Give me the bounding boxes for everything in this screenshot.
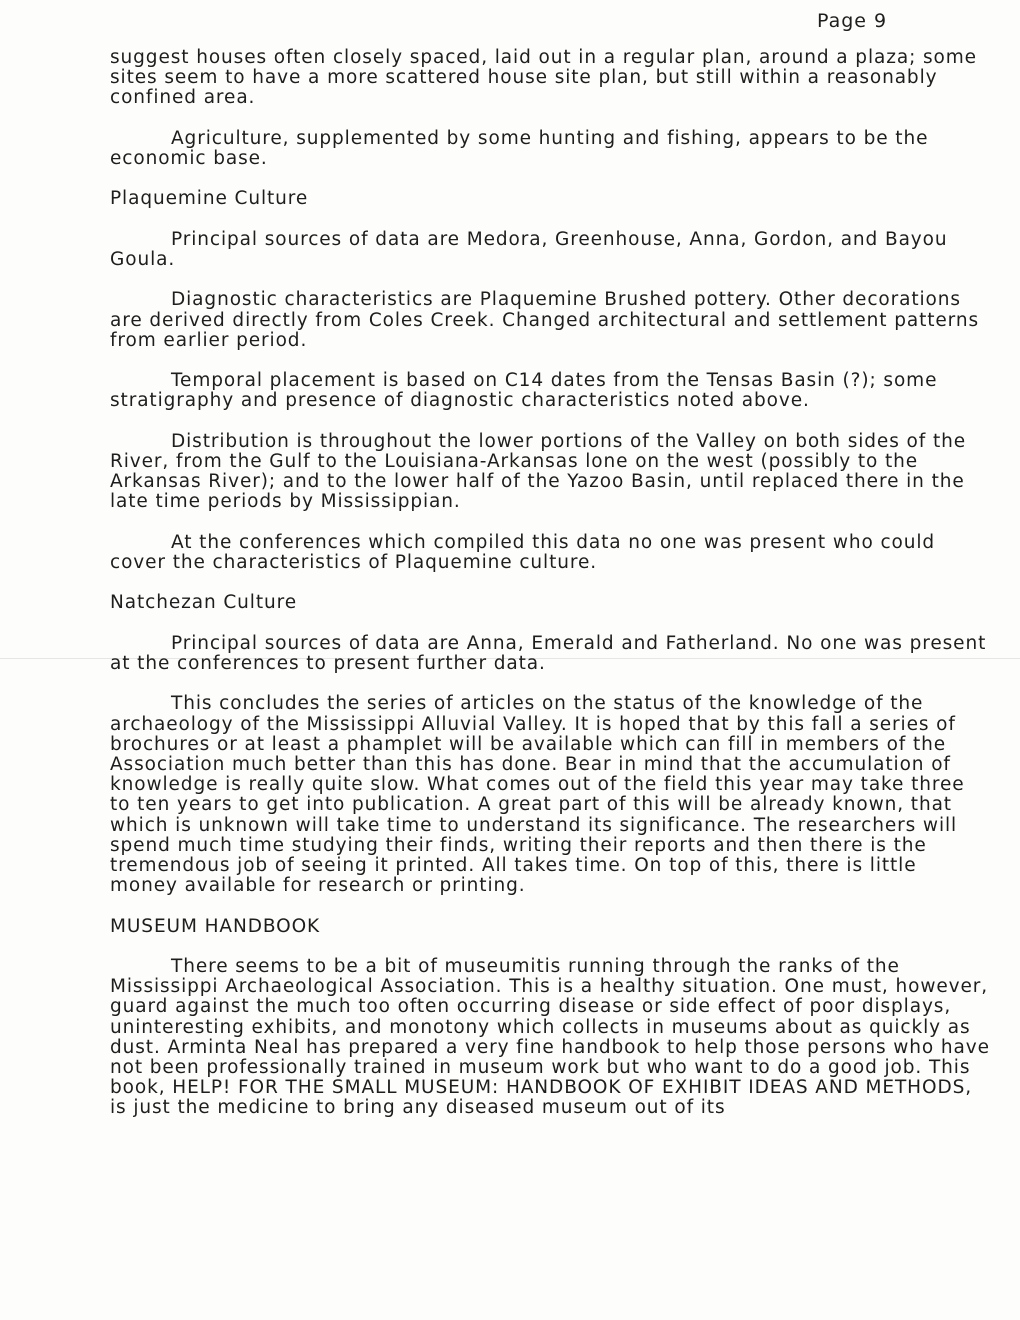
paragraph-house-plans: suggest houses often closely spaced, laid out in a regular plan, around a plaza; some sites seem to have a more scattered house site plan, but still within a reasonably confined area. [110,47,977,109]
paragraph-plaquemine-sources: Principal sources of data are Medora, Greenhouse, Anna, Gordon, and Bayou Goula. [110,228,948,270]
document-body [110,48,990,1119]
paragraph-plaquemine-distribution: Distribution is throughout the lower portions of the Valley on both sides of the River, from the Gulf to the Louisiana-Arkansas lone on the west (possibly to the Arkansas River); and to the lower half of the Yazoo Basin, until replaced there in the late time periods by Mississippian. [110,430,966,513]
heading-natchezan-culture: Natchezan Culture [110,592,298,614]
paragraph-natchezan-sources: Principal sources of data are Anna, Emerald and Fatherland. No one was present at the conferences to present further data. [110,632,987,674]
page-number: Page 9 [817,10,888,32]
paragraph-series-conclusion: This concludes the series of articles on the status of the knowledge of the archaeology of the Mississippi Alluvial Valley. It is hoped that by this fall a series of brochures or at least a phamplet will be available which can fill in members of the Association much better than this has done. Bear in mind that the accumulation of knowledge is really quite slow. What comes out of the field this year may take three to ten years to get into publication. A great part of this will be already known, that which is unknown will take time to understand its significance. The researchers will spend much time studying their finds, writing their reports and then there is the tremendous job of seeing it printed. All takes time. On top of this, there is little money available for research or printing. [110,693,965,897]
paragraph-plaquemine-temporal: Temporal placement is based on C14 dates from the Tensas Basin (?); some stratigraphy and presence of diagnostic characteristics noted above. [110,370,938,412]
paragraph-agriculture: Agriculture, supplemented by some hunting and fishing, appears to be the economic base. [110,127,929,169]
paragraph-plaquemine-conferences: At the conferences which compiled this data no one was present who could cover the characteristics of Plaquemine culture. [110,531,936,573]
heading-museum-handbook: MUSEUM HANDBOOK [110,915,321,937]
paragraph-museum-handbook: There seems to be a bit of museumitis running through the ranks of the Mississippi Archaeological Association. This is a healthy situation. One must, however, guard against the much too often occurring disease or side effect of poor displays, uninteresting exhibits, and monotony which collects in museums about as quickly as dust. Arminta Neal has prepared a very fine handbook to help those persons who have not been professionally trained in museum work but who want to do a good job. This book, HELP! FOR THE SMALL MUSEUM: HANDBOOK OF EXHIBIT IDEAS AND METHODS, is just the medicine to bring any diseased museum out of its [110,955,990,1119]
heading-plaquemine-culture: Plaquemine Culture [110,188,309,210]
paragraph-plaquemine-diagnostic: Diagnostic characteristics are Plaquemine Brushed pottery. Other decorations are derived directly from Coles Creek. Changed architectural and settlement patterns from earlier period. [110,289,980,351]
